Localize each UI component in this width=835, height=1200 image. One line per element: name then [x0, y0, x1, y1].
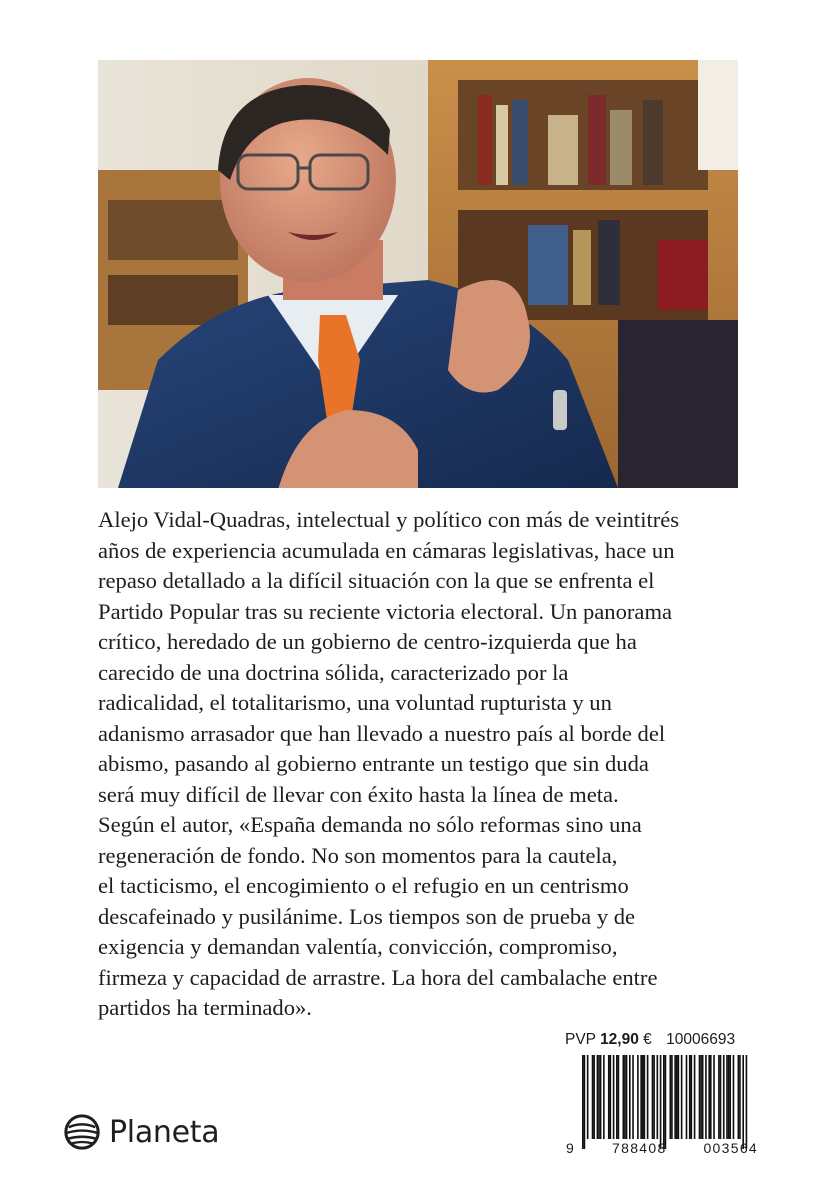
- synopsis-line: Según el autor, «España demanda no sólo reformas sino una: [98, 812, 642, 837]
- barcode-bar: [720, 1055, 722, 1139]
- synopsis-line: repaso detallado a la difícil situación con la que se enfrenta el: [98, 568, 655, 593]
- barcode-bar: [694, 1055, 696, 1139]
- barcode-bar: [600, 1055, 602, 1139]
- publisher-name: Planeta: [109, 1114, 220, 1150]
- barcode-bar: [608, 1055, 610, 1139]
- barcode-bar: [613, 1055, 615, 1139]
- barcode-bar: [738, 1055, 740, 1139]
- isbn-prefix: 9: [566, 1140, 576, 1156]
- barcode-bar: [657, 1055, 659, 1139]
- barcode-bar: [746, 1055, 748, 1149]
- synopsis-line: exigencia y demandan valentía, convicción, compromiso,: [98, 934, 618, 959]
- barcode-bar: [629, 1055, 631, 1139]
- synopsis-line: firmeza y capacidad de arrastre. La hora del cambalache entre: [98, 964, 658, 990]
- barcode-bar: [705, 1055, 707, 1139]
- barcode-bar: [640, 1055, 642, 1139]
- barcode-bar: [713, 1055, 715, 1139]
- barcode-bar: [660, 1055, 662, 1149]
- barcode-bar: [603, 1055, 605, 1139]
- barcode-bar: [647, 1055, 649, 1139]
- barcode-bar: [691, 1055, 693, 1139]
- barcode-bar: [610, 1055, 612, 1139]
- isbn-group-2: 003564: [703, 1140, 758, 1156]
- barcode-bar: [718, 1055, 720, 1139]
- synopsis-line: años de experiencia acumulada en cámaras legislativas, hace un: [98, 537, 675, 563]
- synopsis-line: Partido Popular tras su reciente victoria electoral. Un panorama: [98, 598, 673, 624]
- synopsis-line: Alejo Vidal-Quadras, intelectual y político con más de veintitrés: [98, 507, 680, 532]
- barcode-bars: [568, 1055, 758, 1151]
- barcode-bar: [582, 1055, 584, 1149]
- barcode-bar: [681, 1055, 683, 1139]
- barcode-bar: [652, 1055, 654, 1139]
- barcode-bar: [592, 1055, 594, 1139]
- barcode-bar: [733, 1055, 735, 1139]
- pvp-label: PVP: [565, 1031, 596, 1048]
- barcode-bar: [623, 1055, 625, 1139]
- isbn-digits: [566, 1140, 758, 1156]
- barcode-bar: [678, 1055, 680, 1139]
- pvp-currency: €: [643, 1031, 652, 1048]
- synopsis-line: el tacticismo, el encogimiento o el refugio en un centrismo: [98, 873, 629, 898]
- barcode-bar: [637, 1055, 639, 1139]
- synopsis-line: descafeinado y pusilánime. Los tiempos son de prueba y de: [98, 903, 636, 929]
- synopsis-line: será muy difícil de llevar con éxito hasta la línea de meta.: [98, 781, 619, 807]
- synopsis-line: abismo, pasando al gobierno entrante un testigo que sin duda: [98, 751, 649, 776]
- isbn-group-1: 788408: [612, 1140, 667, 1156]
- synopsis-line: crítico, heredado de un gobierno de centro-izquierda que ha: [98, 629, 637, 654]
- globe-icon: [63, 1113, 101, 1151]
- barcode-bar: [644, 1055, 646, 1139]
- synopsis-line: adanismo arrasador que han llevado a nuestro país al borde del: [98, 720, 666, 746]
- barcode-bar: [742, 1055, 744, 1149]
- barcode-bar: [702, 1055, 704, 1139]
- barcode-bar: [728, 1055, 730, 1139]
- pvp-value: 12,90: [600, 1031, 639, 1048]
- barcode-bar: [593, 1055, 595, 1139]
- barcode: [568, 1055, 758, 1151]
- barcode-bar: [671, 1055, 673, 1139]
- synopsis-line: regeneración de fondo. No son momentos para la cautela,: [98, 842, 618, 868]
- barcode-bar: [653, 1055, 655, 1139]
- barcode-bar: [642, 1055, 644, 1139]
- price-line: [565, 1031, 755, 1049]
- synopsis-line: partidos ha terminado».: [98, 995, 312, 1020]
- barcode-bar: [726, 1055, 728, 1139]
- product-code: 10006693: [666, 1031, 736, 1048]
- barcode-bar: [618, 1055, 620, 1139]
- publisher-logo: [63, 1110, 219, 1154]
- barcode-bar: [729, 1055, 731, 1139]
- barcode-bar: [723, 1055, 725, 1139]
- barcode-bar: [689, 1055, 691, 1139]
- barcode-bar: [587, 1055, 589, 1139]
- barcode-bar: [710, 1055, 712, 1139]
- barcode-bar: [663, 1055, 665, 1149]
- barcode-bar: [597, 1055, 599, 1139]
- synopsis-text: [98, 505, 750, 1024]
- barcode-bar: [699, 1055, 701, 1139]
- barcode-bar: [626, 1055, 628, 1139]
- barcode-bar: [598, 1055, 600, 1139]
- synopsis-line: radicalidad, el totalitarismo, una voluntad rupturista y un: [98, 690, 612, 715]
- barcode-bar: [669, 1055, 671, 1139]
- barcode-bar: [739, 1055, 741, 1139]
- barcode-bar: [632, 1055, 634, 1139]
- barcode-bar: [665, 1055, 667, 1149]
- barcode-bar: [708, 1055, 710, 1139]
- barcode-bar: [616, 1055, 618, 1139]
- synopsis-line: carecido de una doctrina sólida, caracterizado por la: [98, 659, 569, 685]
- barcode-bar: [584, 1055, 586, 1149]
- barcode-bar: [676, 1055, 678, 1139]
- barcode-bar: [624, 1055, 626, 1139]
- barcode-bar: [686, 1055, 688, 1139]
- barcode-bar: [674, 1055, 676, 1139]
- author-photo: [98, 60, 738, 488]
- barcode-bar: [700, 1055, 702, 1139]
